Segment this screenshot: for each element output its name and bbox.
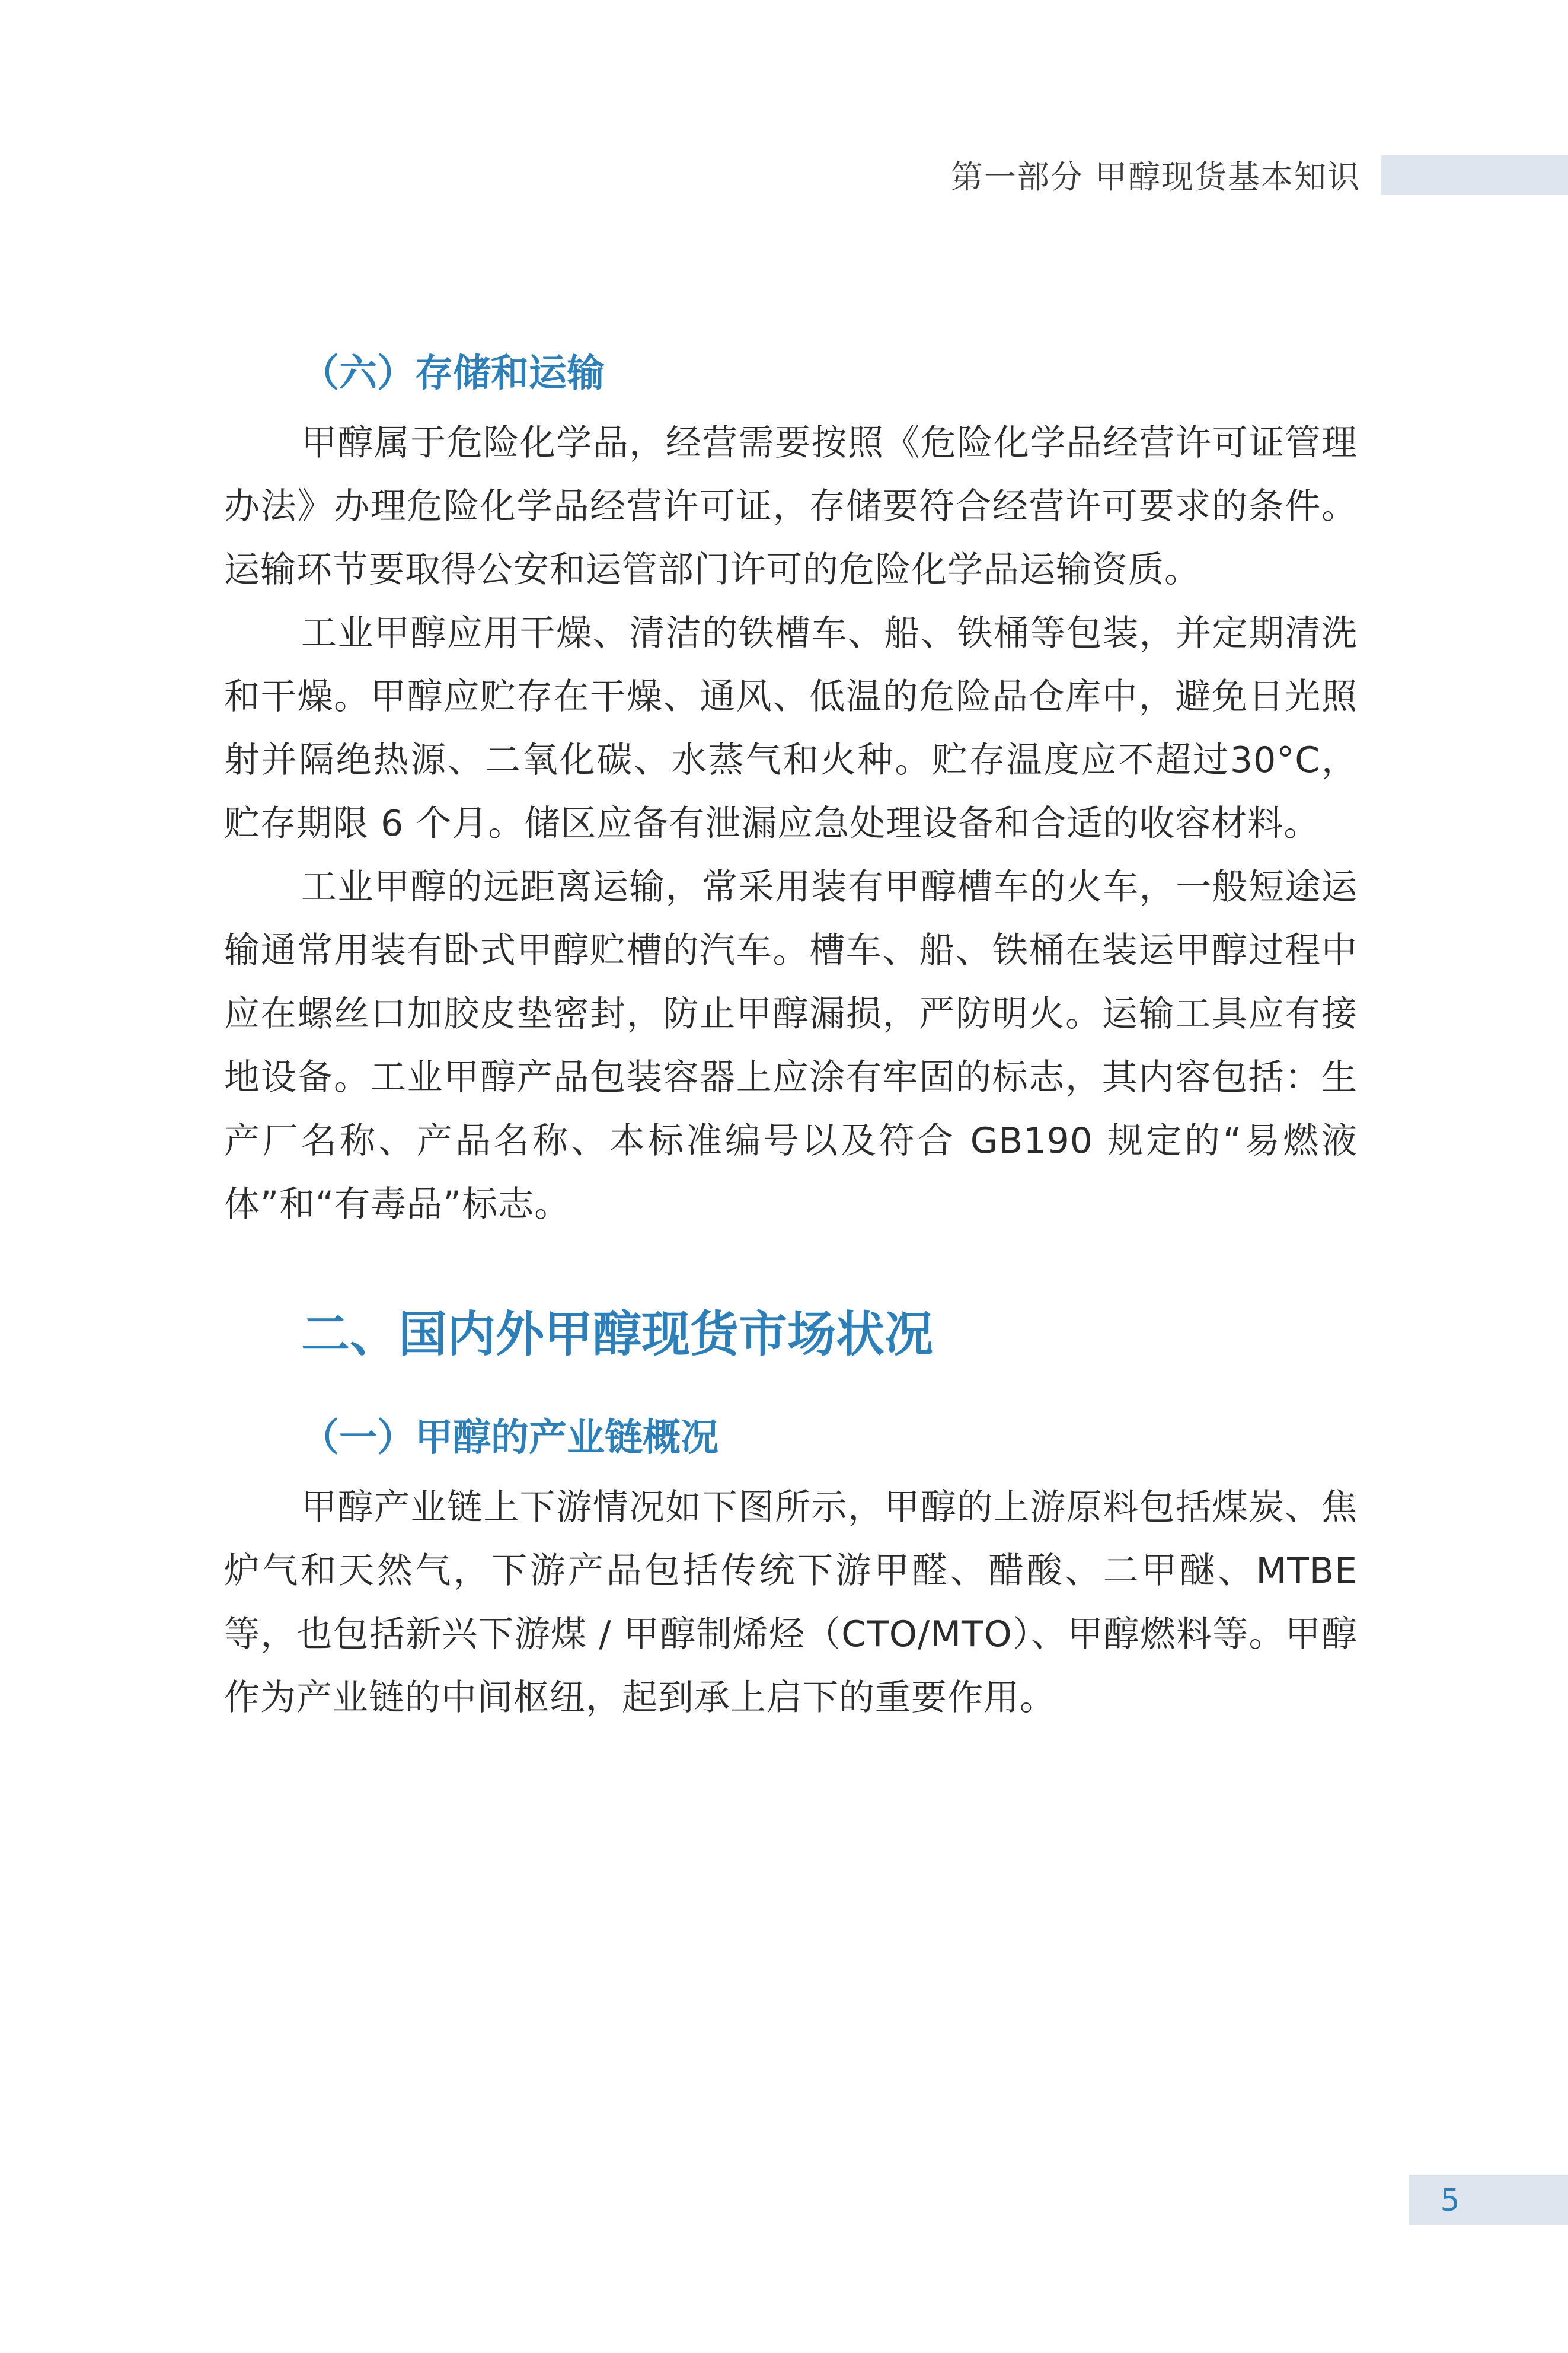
section-heading-chain: （一）甲醇的产业链概况 xyxy=(301,1416,718,1460)
running-header-title: 第一部分 甲醇现货基本知识 xyxy=(950,158,1361,196)
page-number: 5 xyxy=(1440,2183,1460,2218)
section-heading-storage: （六）存储和运输 xyxy=(301,352,605,396)
paragraph: 甲醇产业链上下游情况如下图所示，甲醇的上游原料包括煤炭、焦炉气和天然气，下游产品包括传统下游甲醛、醋酸、二甲醚、MTBE 等，也包括新兴下游煤 / 甲醇制烯烃（CTO/MTO）、甲醇燃料等。甲醇作为产业链的中间枢纽，起到承上启下的重要作用。 xyxy=(224,1487,1358,1718)
chapter-heading-market: 二、国内外甲醇现货市场状况 xyxy=(301,1306,934,1363)
paragraph: 甲醇属于危险化学品，经营需要按照《危险化学品经营许可证管理办法》办理危险化学品经营许可证，存储要符合经营许可要求的条件。运输环节要取得公安和运管部门许可的危险化学品运输资质。 xyxy=(224,422,1358,591)
paragraph: 工业甲醇的远距离运输，常采用装有甲醇槽车的火车，一般短途运输通常用装有卧式甲醇贮槽的汽车。槽车、船、铁桶在装运甲醇过程中应在螺丝口加胶皮垫密封，防止甲醇漏损，严防明火。运输工具应有接地设备。工业甲醇产品包装容器上应涂有牢固的标志，其内容包括：生产厂名称、产品名称、本标准编号以及符合 GB190 规定的“易燃液体”和“有毒品”标志。 xyxy=(224,866,1358,1225)
paragraph: 工业甲醇应用干燥、清洁的铁槽车、船、铁桶等包装，并定期清洗和干燥。甲醇应贮存在干燥、通风、低温的危险品仓库中，避免日光照射并隔绝热源、二氧化碳、水蒸气和火种。贮存温度应不超过30°C，贮存期限 6 个月。储区应备有泄漏应急处理设备和合适的收容材料。 xyxy=(224,613,1358,844)
header-decoration-bar xyxy=(1381,155,1568,195)
page-content xyxy=(224,344,1358,1730)
